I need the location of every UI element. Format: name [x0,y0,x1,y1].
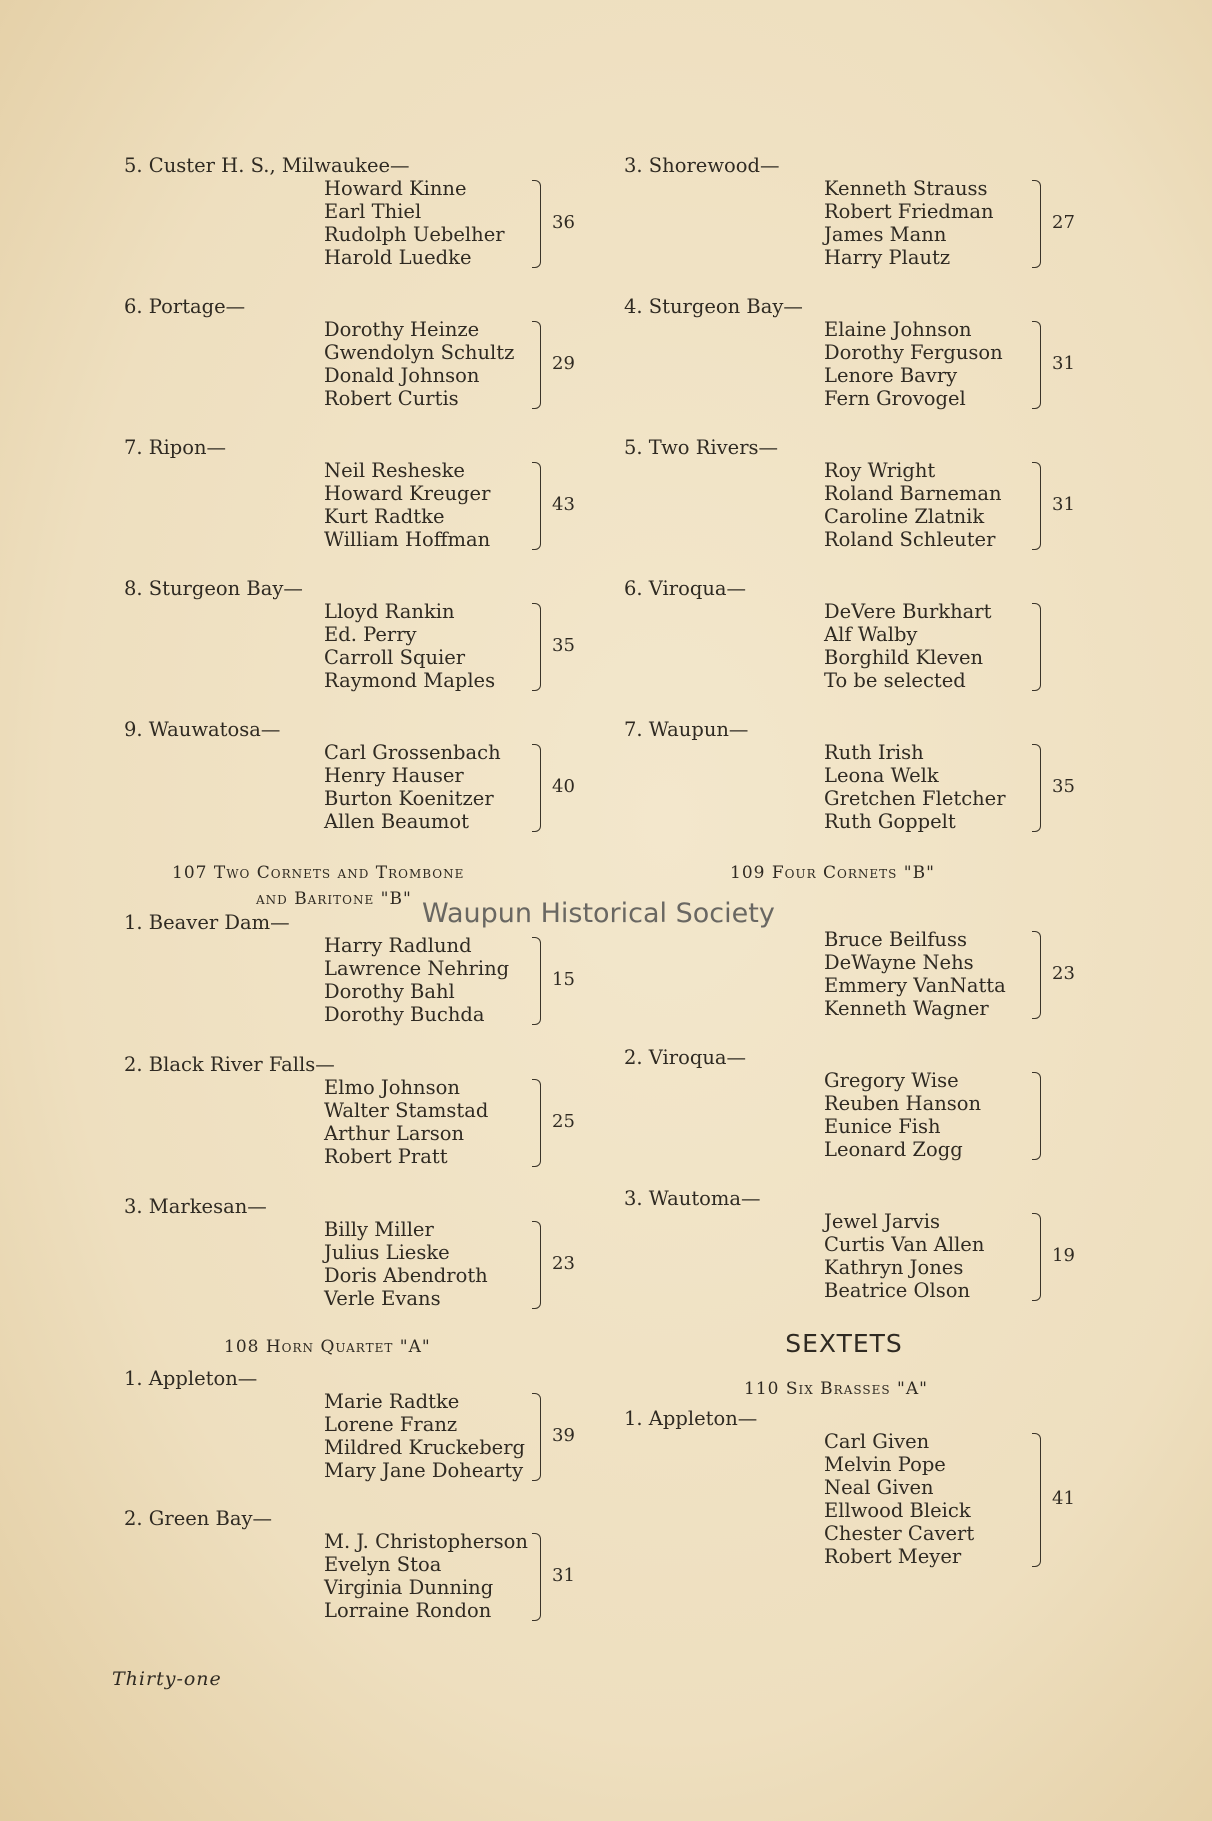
member-name: Reuben Hanson [824,1092,982,1115]
member-name: Neal Given [824,1476,934,1499]
member-list [824,318,1144,410]
ensemble-entry [624,296,1144,410]
ensemble-school: 1. Appleton— [124,1367,258,1390]
ensemble-entry [124,578,644,692]
member-name: Eunice Fish [824,1115,941,1138]
member-list [324,1530,644,1622]
ensemble-school: 2. Viroqua— [624,1046,747,1069]
member-name: Neil Resheske [324,459,465,482]
right-entries-c [624,1408,1144,1568]
ensemble-score: 40 [552,776,575,797]
left-entries-a [124,155,644,833]
ensemble-school: 1. Beaver Dam— [124,911,290,934]
ensemble-school: 2. Black River Falls— [124,1053,335,1076]
member-list [324,1076,644,1168]
section-110-heading: 110 Six Brasses "A" [744,1379,928,1399]
member-name: Ellwood Bleick [824,1499,971,1522]
member-name: Roland Schleuter [824,528,996,551]
member-name: Ruth Irish [824,741,924,764]
member-name: Dorothy Heinze [324,318,480,341]
member-name: Ruth Goppelt [824,810,956,833]
member-name: Gretchen Fletcher [824,787,1006,810]
member-name: Lawrence Nehring [324,957,510,980]
member-name: Elmo Johnson [324,1076,460,1099]
right-entries-b [624,906,1144,1302]
member-name: M. J. Christopherson [324,1530,528,1553]
ensemble-school: 4. Sturgeon Bay— [624,295,803,318]
member-name: DeVere Burkhart [824,600,992,623]
ensemble-entry [624,1047,1144,1161]
ensemble-score: 23 [1052,963,1075,984]
ensemble-score: 29 [552,353,575,374]
ensemble-entry [124,437,644,551]
member-list [824,1210,1144,1302]
ensemble-score: 35 [552,635,575,656]
brace [532,744,541,832]
member-name: Gwendolyn Schultz [324,341,515,364]
brace [1032,931,1041,1019]
member-name: Beatrice Olson [824,1279,971,1302]
member-list [824,928,1144,1020]
member-name: Dorothy Buchda [324,1003,485,1026]
ensemble-school: 5. Custer H. S., Milwaukee— [124,154,410,177]
sextets-heading: SEXTETS [785,1329,903,1358]
member-name: Harry Plautz [824,246,951,269]
brace [1032,321,1041,409]
member-name: Marie Radtke [324,1390,460,1413]
member-list [824,600,1144,692]
ensemble-score: 27 [1052,212,1075,233]
ensemble-school: 3. Shorewood— [624,154,780,177]
ensemble-score: 23 [552,1253,575,1274]
ensemble-score: 31 [1052,353,1075,374]
member-name: Robert Meyer [824,1545,962,1568]
ensemble-entry [124,719,644,833]
ensemble-entry [124,1054,644,1168]
member-name: Leonard Zogg [824,1138,963,1161]
watermark: Waupun Historical Society [422,898,775,929]
brace [532,321,541,409]
member-name: Howard Kinne [324,177,467,200]
brace [532,1079,541,1167]
member-list [824,1430,1144,1568]
brace [1032,744,1041,832]
member-name: Arthur Larson [324,1122,465,1145]
member-name: Virginia Dunning [324,1576,494,1599]
member-list [324,177,644,269]
member-list [824,459,1144,551]
ensemble-score: 39 [552,1425,575,1446]
ensemble-score: 25 [552,1111,575,1132]
member-name: Burton Koenitzer [324,787,494,810]
member-name: Kurt Radtke [324,505,445,528]
member-name: Chester Cavert [824,1522,975,1545]
brace [1032,1213,1041,1301]
member-name: Lenore Bavry [824,364,958,387]
brace [532,1533,541,1621]
member-name: Fern Grovogel [824,387,966,410]
page-number: Thirty-one [112,1668,222,1690]
member-name: Kenneth Strauss [824,177,988,200]
brace [1032,462,1041,550]
member-name: Roy Wright [824,459,936,482]
ensemble-score: 36 [552,212,575,233]
member-name: Lorene Franz [324,1413,458,1436]
ensemble-entry [624,155,1144,269]
member-name: Evelyn Stoa [324,1553,442,1576]
ensemble-entry [124,912,644,1026]
member-name: Melvin Pope [824,1453,946,1476]
member-name: Verle Evans [324,1287,441,1310]
ensemble-score: 31 [552,1565,575,1586]
ensemble-entry [624,1408,1144,1568]
member-name: James Mann [824,223,947,246]
member-name: Carl Grossenbach [324,741,501,764]
member-name: Emmery VanNatta [824,974,1006,997]
brace [532,1221,541,1309]
right-column [624,155,1144,1578]
member-list [824,741,1144,833]
member-name: Robert Curtis [324,387,459,410]
member-name: Robert Friedman [824,200,994,223]
section-109-heading: 109 Four Cornets "B" [730,863,935,883]
member-name: Dorothy Bahl [324,980,455,1003]
ensemble-school: 9. Wauwatosa— [124,718,281,741]
ensemble-school: 6. Viroqua— [624,577,747,600]
section-108-heading: 108 Horn Quartet "A" [224,1337,431,1357]
section-107-line2: and Baritone "B" [256,889,412,909]
brace [532,603,541,691]
member-name: Ed. Perry [324,623,417,646]
brace [1032,1072,1041,1160]
member-list [324,459,644,551]
member-name: Henry Hauser [324,764,464,787]
member-name: Dorothy Ferguson [824,341,1003,364]
member-list [824,1069,1144,1161]
ensemble-entry [624,437,1144,551]
member-name: Elaine Johnson [824,318,972,341]
ensemble-score: 43 [552,494,575,515]
member-name: Alf Walby [824,623,918,646]
member-name: Rudolph Uebelher [324,223,505,246]
member-list [324,741,644,833]
member-name: Julius Lieske [324,1241,450,1264]
ensemble-school: 3. Wautoma— [624,1187,761,1210]
member-name: Curtis Van Allen [824,1233,985,1256]
ensemble-school: 1. Appleton— [624,1407,758,1430]
ensemble-score: 35 [1052,776,1075,797]
ensemble-school: 7. Ripon— [124,436,227,459]
member-name: Carroll Squier [324,646,466,669]
member-name: Billy Miller [324,1218,434,1241]
ensemble-entry [124,1368,644,1482]
member-name: Borghild Kleven [824,646,984,669]
ensemble-entry [624,1188,1144,1302]
member-name: Earl Thiel [324,200,422,223]
member-name: Harry Radlund [324,934,472,957]
brace [1032,1433,1041,1567]
member-name: Jewel Jarvis [824,1210,941,1233]
member-name: William Hoffman [324,528,491,551]
ensemble-entry [124,1508,644,1622]
member-name: Donald Johnson [324,364,480,387]
member-name: To be selected [824,669,966,692]
brace [1032,180,1041,268]
member-name: Raymond Maples [324,669,496,692]
member-name: Lorraine Rondon [324,1599,492,1622]
left-entries-c [124,1368,644,1622]
member-name: Mary Jane Dohearty [324,1459,524,1482]
brace [1032,603,1041,691]
ensemble-school: 3. Markesan— [124,1195,267,1218]
ensemble-entry [124,1196,644,1310]
member-name: Caroline Zlatnik [824,505,985,528]
ensemble-entry [624,578,1144,692]
ensemble-score: 41 [1052,1488,1075,1509]
ensemble-school: 5. Two Rivers— [624,436,779,459]
brace [532,462,541,550]
section-107-line1: 107 Two Cornets and Trombone [172,863,465,883]
member-name: Gregory Wise [824,1069,959,1092]
member-name: Lloyd Rankin [324,600,455,623]
ensemble-entry [124,296,644,410]
member-name: Mildred Kruckeberg [324,1436,526,1459]
member-list [324,1390,644,1482]
member-list [824,177,1144,269]
member-name: Kenneth Wagner [824,997,989,1020]
ensemble-score: 31 [1052,494,1075,515]
brace [532,1393,541,1481]
member-name: Kathryn Jones [824,1256,964,1279]
brace [532,937,541,1025]
member-list [324,318,644,410]
member-name: Bruce Beilfuss [824,928,968,951]
member-name: Carl Given [824,1430,930,1453]
member-name: Roland Barneman [824,482,1002,505]
member-name: Harold Luedke [324,246,472,269]
member-list [324,1218,644,1310]
member-name: Allen Beaumot [324,810,469,833]
ensemble-school: 6. Portage— [124,295,246,318]
ensemble-score: 15 [552,969,575,990]
member-name: DeWayne Nehs [824,951,974,974]
ensemble-entry [124,155,644,269]
member-name: Doris Abendroth [324,1264,488,1287]
member-name: Howard Kreuger [324,482,491,505]
brace [532,180,541,268]
ensemble-score: 19 [1052,1245,1075,1266]
member-name: Leona Welk [824,764,939,787]
left-entries-b [124,912,644,1310]
member-list [324,600,644,692]
member-name: Walter Stamstad [324,1099,489,1122]
member-list [324,934,644,1026]
member-name: Robert Pratt [324,1145,448,1168]
right-entries-a [624,155,1144,833]
ensemble-school: 7. Waupun— [624,718,749,741]
ensemble-school: 8. Sturgeon Bay— [124,577,303,600]
ensemble-school: 2. Green Bay— [124,1507,273,1530]
ensemble-entry [624,719,1144,833]
